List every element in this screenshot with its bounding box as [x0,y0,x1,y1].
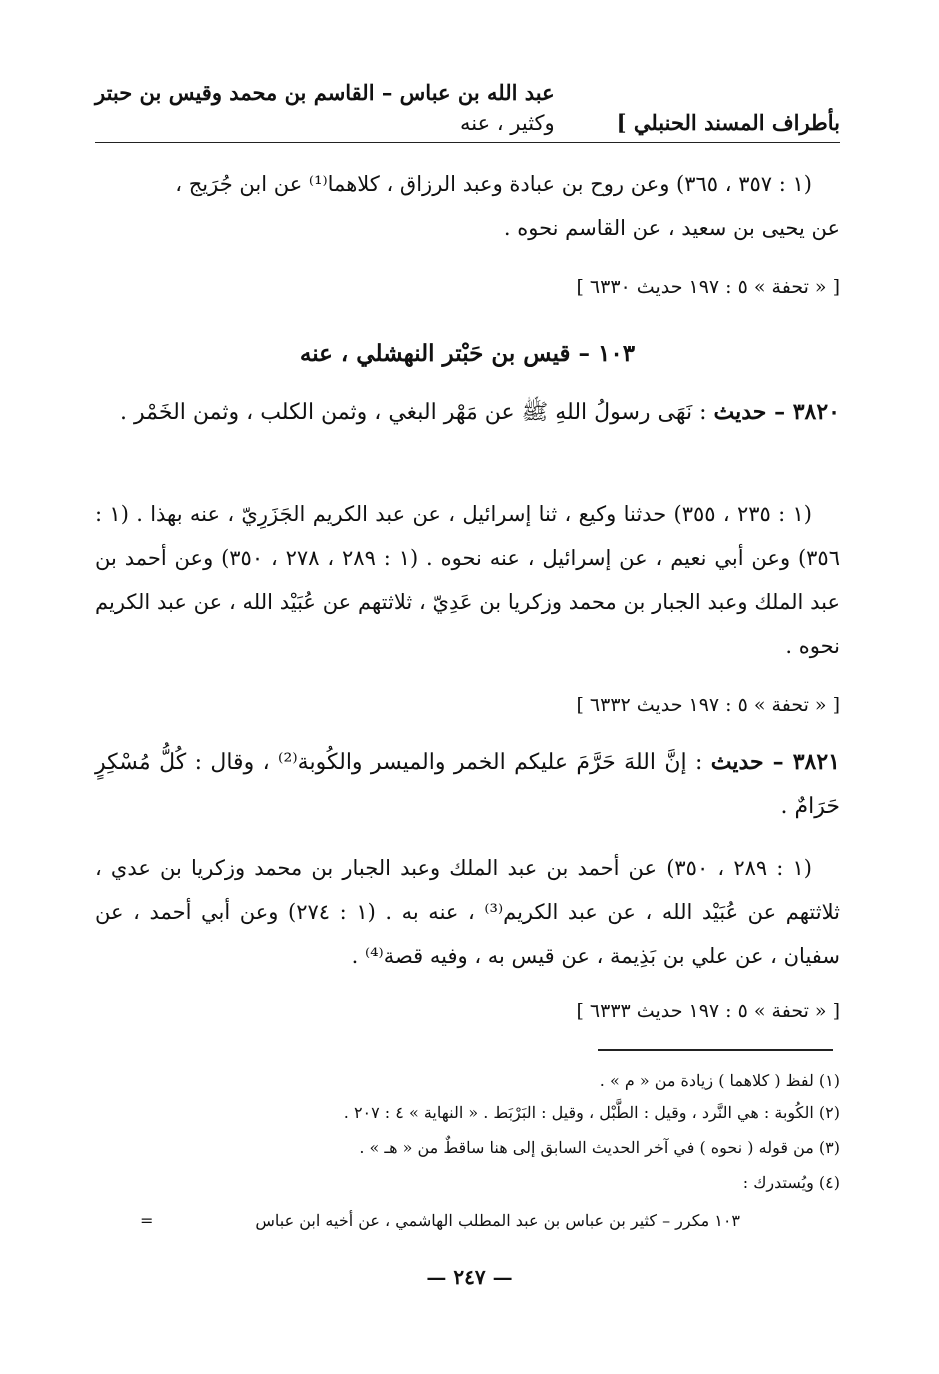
text-line: عن يحيى بن سعيد ، عن القاسم نحوه . [503,216,840,240]
tuhfa-reference-2: [ « تحفة » ٥ : ١٩٧ حديث ٦٣٣٢ ] [576,694,840,716]
tuhfa-reference-3: [ « تحفة » ٥ : ١٩٧ حديث ٦٣٣٣ ] [576,1000,840,1022]
hadith-number: ٣٨٢١ – حديث [710,749,840,775]
hadith-3821 [95,740,840,829]
footnote-3: (٣) من قوله ( نحوه ) في آخر الحديث السابق إلى هنا ساقطٌ من « هـ » . [359,1138,840,1157]
header-book-title: بأطراف المسند الحنبلي ] [616,110,840,135]
footnote-1: (١) لفظ ( كلاهما ) زيادة من « م » . [599,1071,840,1090]
paragraph-sources-1 [95,162,840,250]
addendum-text: ١٠٣ مكرر – كثير بن عباس بن عبد المطلب الهاشمي ، عن أخيه ابن عباس [255,1211,740,1230]
tuhfa-reference-1: [ « تحفة » ٥ : ١٩٧ حديث ٦٣٣٠ ] [576,276,840,298]
footnote-addendum [140,1206,740,1236]
hadith-3820 [95,390,840,435]
header-subject-line-2: وكثير ، عنه [460,111,555,135]
paragraph-sources-3: (١ : ٢٨٩ ، ٣٥٠) عن أحمد بن عبد الملك وعبد الجبار بن محمد وزكريا بن عدي ، ثلاثتهم عن عُبَيْد الله ، عن عبد الكريم⁽³⁾ ، عنه به . (١ : ٢٧٤) وعن أبي أحمد ، عن سفيان ، عن علي بن بَذِيمة ، عن قيس به ، وفيه قصة⁽⁴⁾ . [95,856,840,968]
continuation-mark: = [140,1211,154,1230]
text-line: (١ : ٣٥٧ ، ٣٦٥) وعن روح بن عبادة وعبد الرزاق ، كلاهما⁽¹⁾ عن ابن جُرَيج ، [175,172,812,196]
hadith-number: ٣٨٢٠ – حديث [713,399,840,425]
page-number: — ٢٤٧ — [426,1265,513,1289]
footnote-2: (٢) الكُوبة : هي النَّرد ، وقيل : الطَّبْل ، وقيل : البَرْبَط . « النهاية » ٤ : ٢٠٧ . [343,1103,840,1122]
section-title: ١٠٣ – قيس بن حَبْتر النهشلي ، عنه [299,340,636,367]
header-subject-line: عبد الله بن عباس – القاسم بن محمد وقيس بن حبتر [95,80,555,105]
hadith-text: : إنَّ اللهَ حَرَّمَ عليكم الخمر والميسر والكُوبة⁽²⁾ ، وقال : كُلُّ مُسْكِرٍ حَرَامٌ . [95,750,840,819]
paragraph-sources-2: (١ : ٢٣٥ ، ٣٥٥) حدثنا وكيع ، ثنا إسرائيل ، عن عبد الكريم الجَزَرِيّ ، عنه بهذا . (١ : ٣٥٦) وعن أبي نعيم ، عن إسرائيل ، عنه نحوه . (١ : ٢٨٩ ، ٢٧٨ ، ٣٥٠) وعن أحمد بن عبد الملك وعبد الجبار بن محمد وزكريا بن عَدِيّ ، ثلاثتهم عن عُبَيْد الله ، عن عبد الكريم نحوه . [95,502,840,658]
footnote-rule [598,1049,833,1051]
header-left-block [95,78,555,138]
header-rule [95,142,840,143]
footnote-4: (٤) ويُستدرك : [742,1173,840,1192]
hadith-text: : نَهَى رسولُ اللهِ ﷺ عن مَهْر البغي ، وثمن الكلب ، وثمن الخَمْر . [120,400,707,425]
